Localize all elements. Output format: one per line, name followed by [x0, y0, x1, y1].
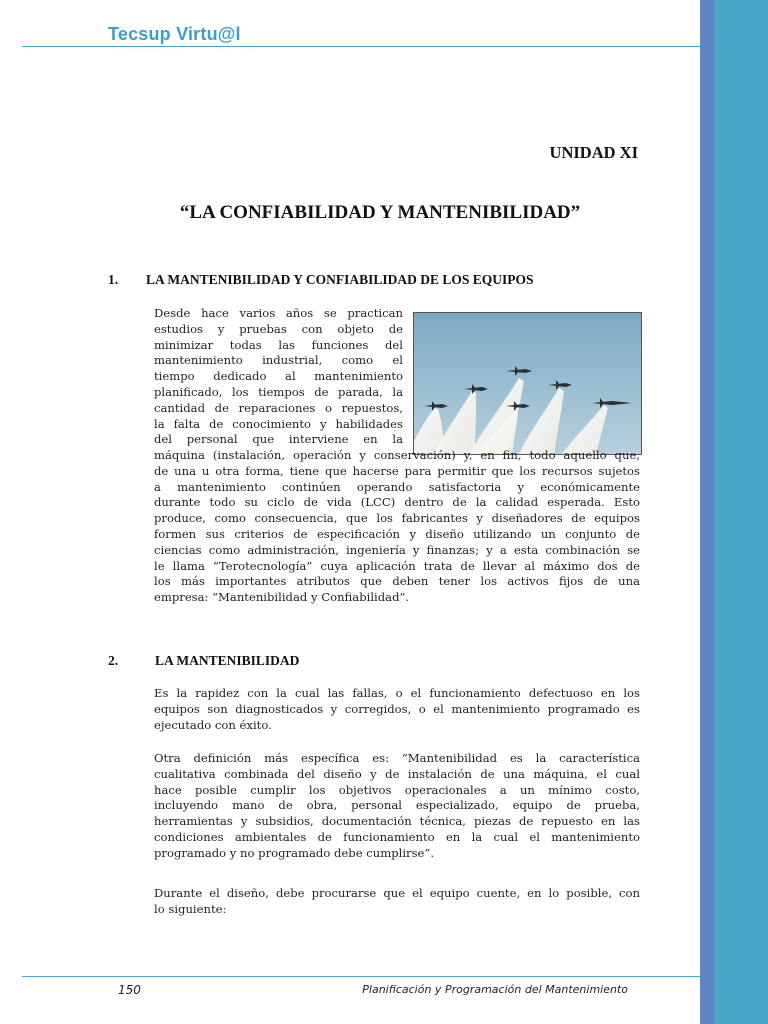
- section2-number: 2.: [108, 653, 119, 668]
- text-line: la falta de conocimiento y habilidades: [154, 416, 403, 431]
- jets-photo: [413, 312, 642, 455]
- section2-paragraph-2: [154, 751, 640, 862]
- side-bar-dark: [700, 0, 714, 1024]
- text-line: ciencias como administración, ingeniería y finanzas; y a esta combinación se: [154, 542, 640, 557]
- header-rule: [22, 46, 700, 47]
- unit-label: UNIDAD XI: [549, 143, 638, 162]
- text-line: lo siguiente:: [154, 901, 227, 916]
- text-line: planificado, los tiempos de parada, la: [154, 384, 403, 399]
- text-line: minimizar todas las funciones del: [154, 337, 403, 352]
- text-line: cantidad de reparaciones o repuestos,: [154, 400, 403, 415]
- text-line: empresa: “Mantenibilidad y Confiabilidad”.: [154, 590, 410, 605]
- section2-paragraph-3: [154, 886, 640, 918]
- text-line: formen sus criterios de especificación y diseño utilizando un conjunto de: [154, 526, 640, 541]
- text-line: de una u otra forma, tiene que hacerse para permitir que los recursos sujetos: [154, 463, 640, 478]
- text-line: estudios y pruebas con objeto de: [154, 321, 403, 336]
- brand-logo: Tecsup Virtu@l: [108, 24, 241, 44]
- text-line: produce, como consecuencia, que los fabricantes y diseñadores de equipos: [154, 511, 640, 526]
- text-line: los más importantes atributos que deben tener los activos fijos de una: [154, 574, 640, 589]
- section1-paragraph-top: [154, 306, 403, 448]
- section1-heading: [108, 272, 534, 288]
- text-line: máquina (instalación, operación y conservación) y, en fin, todo aquello que,: [154, 448, 640, 462]
- text-line: tiempo dedicado al mantenimiento: [154, 369, 403, 384]
- text-line: incluyendo mano de obra, personal especializado, equipo de prueba,: [154, 798, 640, 813]
- text-line: hace posible cumplir los objetivos operacionales a un mínimo costo,: [154, 782, 640, 797]
- text-line: Es la rapidez con la cual las fallas, o el funcionamiento defectuoso en los: [154, 686, 640, 700]
- text-line: herramientas y subsidios, documentación técnica, piezas de repuesto en las: [154, 814, 640, 829]
- text-line: Desde hace varios años se practican: [154, 306, 403, 320]
- side-bar-light: [714, 0, 768, 1024]
- section2-heading: [108, 653, 300, 669]
- text-line: programado y no programado debe cumplirse”.: [154, 845, 434, 860]
- text-line: mantenimiento industrial, como el: [154, 353, 403, 368]
- page-title: “LA CONFIABILIDAD Y MANTENIBILIDAD”: [179, 202, 581, 223]
- section1-paragraph-bottom: [154, 448, 640, 606]
- footer-rule: [22, 976, 700, 977]
- section1-number: 1.: [108, 272, 119, 287]
- text-line: Durante el diseño, debe procurarse que el equipo cuente, en lo posible, con: [154, 886, 640, 900]
- text-line: ejecutado con éxito.: [154, 717, 272, 732]
- text-line: Otra definición más específica es: “Mantenibilidad es la característica: [154, 751, 640, 765]
- text-line: durante todo su ciclo de vida (LCC) dentro de la calidad esperada. Esto: [154, 495, 640, 510]
- page-number: 150: [118, 983, 141, 997]
- section1-title: LA MANTENIBILIDAD Y CONFIABILIDAD DE LOS EQUIPOS: [146, 272, 534, 287]
- text-line: equipos son diagnosticados y corregidos, o el mantenimiento programado es: [154, 701, 640, 716]
- text-line: condiciones ambientales de funcionamiento en la cual el mantenimiento: [154, 829, 640, 844]
- section2-title: LA MANTENIBILIDAD: [155, 653, 300, 668]
- text-line: a mantenimiento continúen operando satisfactoria y económicamente: [154, 479, 640, 494]
- jets-illustration: [414, 313, 641, 454]
- section2-paragraph-1: [154, 686, 640, 733]
- text-line: cualitativa combinada del diseño y de instalación de una máquina, el cual: [154, 766, 640, 781]
- text-line: le llama “Terotecnología” cuya aplicación trata de llevar al máximo dos de: [154, 558, 640, 573]
- text-line: del personal que interviene en la: [154, 432, 403, 447]
- footer-title: Planificación y Programación del Mantenimiento: [362, 983, 628, 996]
